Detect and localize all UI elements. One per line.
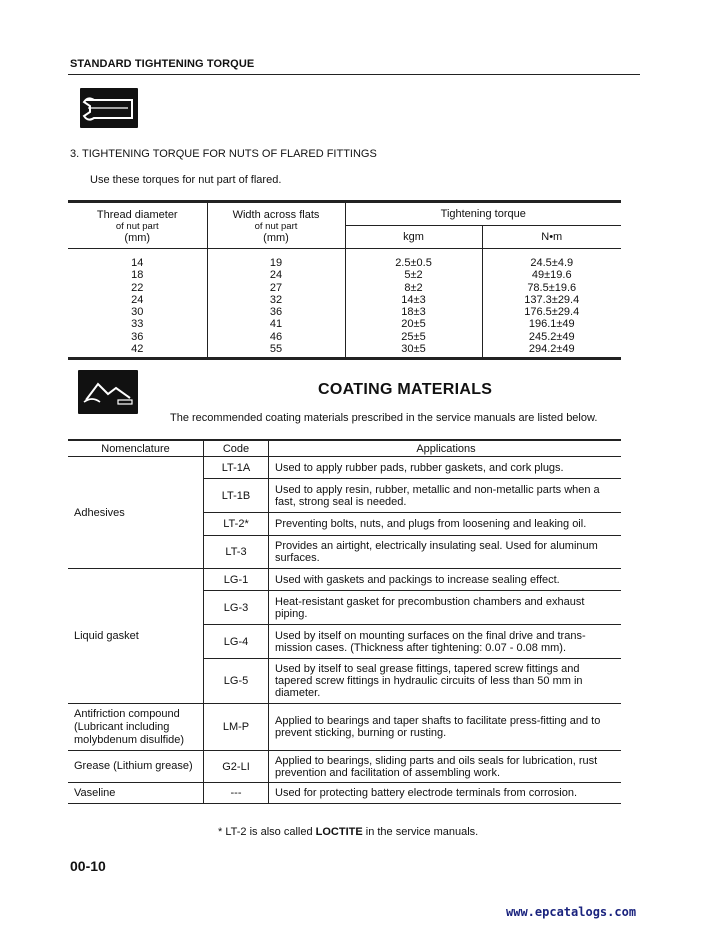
torque-header-row (68, 203, 621, 226)
table-cell: 24.5±4.9 (530, 257, 574, 269)
code-cell: LG-3 (204, 591, 269, 625)
width-values (207, 249, 345, 358)
width-header-sub: of nut part (254, 220, 298, 232)
table-cell: 245.2±49 (528, 330, 575, 343)
torque-table-container (68, 200, 621, 360)
table-cell: 14 (131, 257, 144, 269)
coating-table-container (68, 439, 621, 804)
table-cell: 5±2 (404, 269, 423, 282)
application-cell: Heat-resistant gasket for precombustion chambers and exhaust piping. (269, 591, 622, 625)
group-antifriction: Antifriction compound (Lubricant including molybdenum disulfide) (68, 704, 204, 751)
torque-table (68, 203, 621, 357)
application-cell: Applied to bearings and taper shafts to facilitate press-fitting and to prevent sticking, burning or rusting. (269, 704, 622, 751)
torque-section-intro: Use these torques for nut part of flared. (90, 174, 282, 186)
table-cell: 8±2 (404, 281, 423, 294)
torque-table-bottom-rule (68, 357, 621, 360)
table-row (68, 783, 621, 804)
footnote-bold: LOCTITE (315, 826, 363, 838)
coating-title: COATING MATERIALS (318, 381, 493, 398)
application-cell: Used by itself on mounting surfaces on the final drive and trans-mission cases. (Thickness after tightening: 0.07 - 0.08 mm). (269, 625, 622, 659)
table-cell: 42 (131, 343, 144, 356)
thread-header-unit: (mm) (124, 231, 151, 244)
table-cell: 18±3 (401, 306, 426, 319)
application-cell: Used to apply rubber pads, rubber gaskets, and cork plugs. (275, 461, 564, 474)
nm-header: N•m (482, 226, 621, 249)
code-cell: LG-5 (204, 659, 269, 704)
kgm-header: kgm (345, 226, 482, 249)
page-number: 00-10 (70, 858, 106, 874)
code-cell: LG-1 (204, 569, 269, 591)
footnote-post: in the service manuals. (362, 826, 479, 838)
code-cell: --- (204, 783, 269, 804)
width-across-flats-header (207, 203, 345, 249)
code-cell: LG-4 (204, 625, 269, 659)
code-cell: LT-2* (204, 513, 269, 536)
application-cell: Preventing bolts, nuts, and plugs from loosening and leaking oil. (269, 513, 622, 536)
table-row (68, 457, 621, 479)
torque-section-heading: 3. TIGHTENING TORQUE FOR NUTS OF FLARED FITTINGS (70, 148, 377, 160)
table-cell: 196.1±49 (528, 318, 575, 331)
table-cell: 294.2±49 (528, 343, 575, 356)
footnote-pre: * LT-2 is also called (218, 826, 316, 838)
table-cell: 176.5±29.4 (524, 306, 580, 319)
table-cell: 20±5 (401, 318, 426, 331)
coating-header-row (68, 441, 621, 457)
table-cell: 14±3 (401, 293, 426, 306)
group-grease: Grease (Lithium grease) (68, 751, 204, 783)
thread-header-main: Thread diameter (96, 208, 178, 221)
code-cell: LT-3 (204, 536, 269, 569)
page-header-title: STANDARD TIGHTENING TORQUE (70, 58, 255, 70)
table-row (68, 704, 621, 751)
torque-body-row (68, 249, 621, 358)
nm-values (482, 249, 621, 358)
thread-header-sub: of nut part (115, 220, 159, 232)
table-cell: 55 (269, 343, 283, 356)
table-cell: 2.5±0.5 (395, 257, 432, 269)
code-cell: LT-1A (204, 457, 269, 479)
table-cell: 36 (131, 330, 144, 343)
table-cell: 78.5±19.6 (527, 281, 577, 294)
applications-header: Applications (269, 441, 622, 457)
group-liquid-gasket: Liquid gasket (68, 569, 204, 704)
application-cell: Used with gaskets and packings to increase sealing effect. (269, 569, 622, 591)
wrench-icon (80, 88, 138, 128)
application-cell: Used by itself to seal grease fittings, tapered screw fittings and tapered screw fittings in hydraulic circuits of less than 50 mm in diameter. (269, 659, 622, 704)
table-cell: 19 (269, 257, 283, 269)
table-cell: 25±5 (401, 330, 426, 343)
table-cell: 49±19.6 (531, 269, 572, 282)
table-cell: 24 (131, 293, 144, 306)
table-cell: 18 (131, 269, 144, 282)
nomenclature-header: Nomenclature (68, 441, 204, 457)
table-cell: 32 (269, 293, 283, 306)
application-cell: Used to apply resin, rubber, metallic and non-metallic parts when a fast, strong seal is needed. (269, 479, 622, 513)
code-cell: LT-1B (204, 479, 269, 513)
footnote (218, 826, 478, 838)
width-header-main: Width across flats (232, 208, 320, 221)
table-cell: 30 (131, 306, 144, 319)
thread-values (68, 249, 207, 358)
table-cell: 41 (269, 318, 283, 331)
code-cell: LM-P (204, 704, 269, 751)
code-cell: G2-LI (204, 751, 269, 783)
group-vaseline: Vaseline (68, 783, 204, 804)
group-adhesives: Adhesives (68, 457, 204, 569)
application-cell: Applied to bearings, sliding parts and oils seals for lubrication, rust prevention and facilitation of assembling work. (269, 751, 622, 783)
table-cell: 36 (269, 306, 283, 319)
thread-diameter-header (68, 203, 207, 249)
table-row (68, 569, 621, 591)
header-rule (68, 74, 640, 75)
table-cell: 24 (269, 269, 283, 282)
coating-icon (78, 370, 138, 414)
table-cell: 137.3±29.4 (524, 293, 580, 306)
table-cell: 30±5 (401, 343, 426, 356)
watermark-link[interactable]: www.epcatalogs.com (506, 905, 637, 919)
application-cell: Used for protecting battery electrode terminals from corrosion. (269, 783, 622, 804)
tightening-torque-header: Tightening torque (345, 203, 621, 226)
kgm-values (345, 249, 482, 358)
table-cell: 33 (131, 318, 144, 331)
application-cell: Provides an airtight, electrically insulating seal. Used for aluminum surfaces. (269, 536, 622, 569)
coating-table (68, 441, 621, 804)
coating-intro: The recommended coating materials prescribed in the service manuals are listed below. (170, 412, 598, 424)
table-cell: 22 (131, 281, 144, 294)
table-cell: 46 (269, 330, 283, 343)
table-cell: 27 (269, 281, 283, 294)
width-header-unit: (mm) (263, 231, 289, 244)
code-header: Code (204, 441, 269, 457)
table-row (68, 751, 621, 783)
